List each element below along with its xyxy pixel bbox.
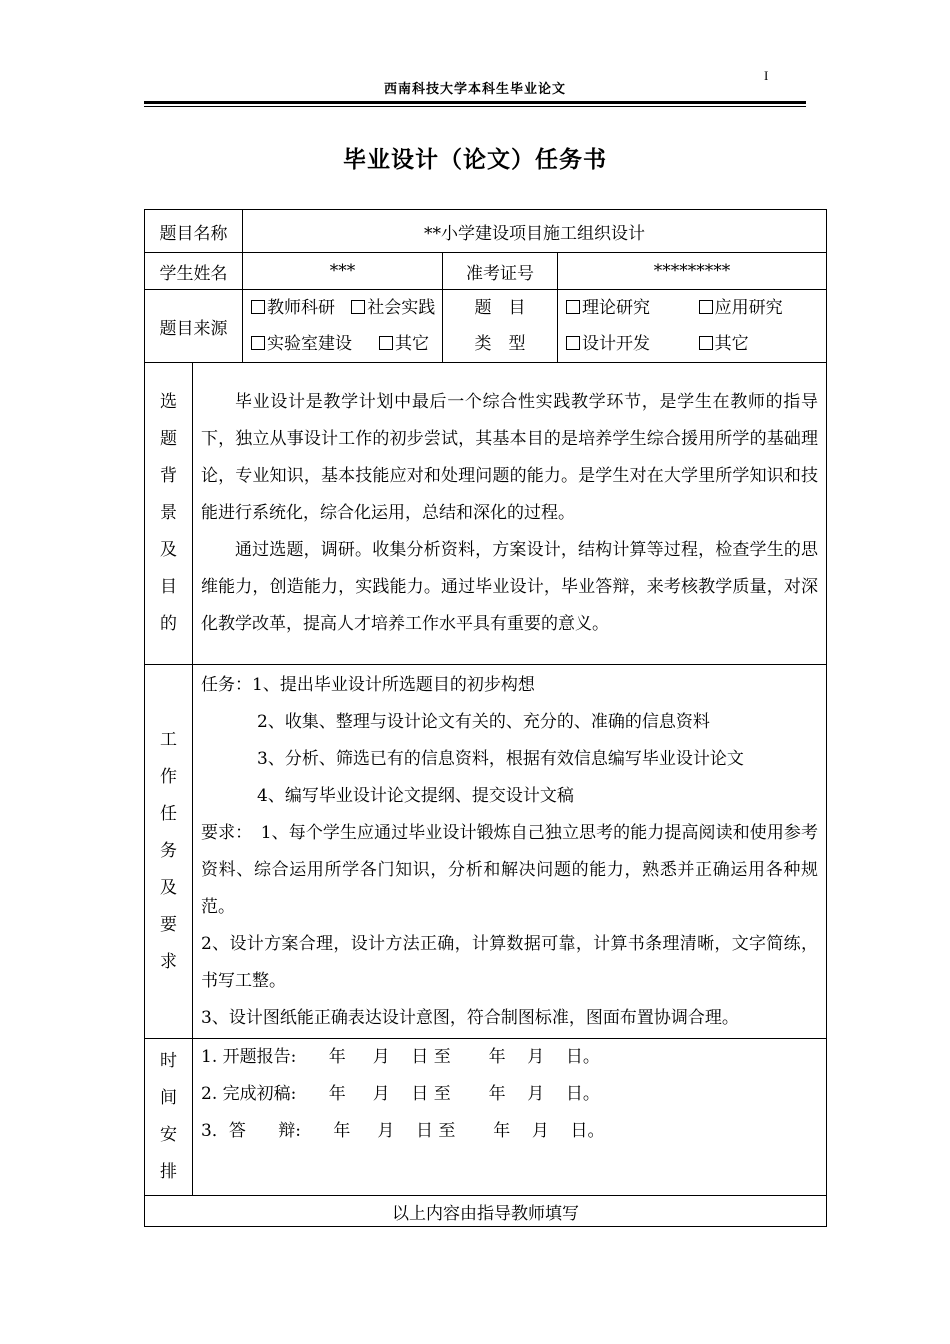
schedule-text	[193, 1039, 827, 1196]
type-options	[558, 290, 827, 363]
source-option-other[interactable]: 其它	[379, 334, 429, 354]
type-option-other[interactable]: 其它	[699, 334, 749, 354]
tasks-text	[193, 665, 827, 1039]
source-label: 题目来源	[145, 290, 243, 363]
row-tasks	[145, 665, 827, 1039]
running-header: 西南科技大学本科生毕业论文	[383, 82, 566, 97]
checkbox-icon	[699, 300, 713, 314]
checkbox-icon	[251, 300, 265, 314]
row-student	[145, 253, 827, 290]
source-options	[243, 290, 443, 363]
background-text	[193, 363, 827, 665]
header-rule-thin	[144, 106, 806, 107]
header-rule-thick	[144, 101, 806, 104]
checkbox-icon	[699, 336, 713, 350]
row-background	[145, 363, 827, 665]
task-line-4: 4、编写毕业设计论文提纲、提交设计文稿	[257, 785, 574, 806]
row-footer	[145, 1196, 827, 1227]
task-line-1: 任务：1、提出毕业设计所选题目的初步构想	[201, 674, 535, 695]
schedule-line-1: 1. 开题报告: 年 月 日 至 年 月 日。	[201, 1047, 600, 1067]
background-label: 选 题 背 景 及 目 的	[145, 363, 193, 665]
tasks-label: 工 作 任 务 及 要 求	[145, 665, 193, 1039]
schedule-line-3: 3．答 辩: 年 月 日 至 年 月 日。	[201, 1121, 605, 1141]
row-schedule	[145, 1039, 827, 1196]
schedule-line-2: 2. 完成初稿: 年 月 日 至 年 月 日。	[201, 1084, 600, 1104]
task-line-3: 3、分析、筛选已有的信息资料，根据有效信息编写毕业设计论文	[257, 748, 744, 769]
type-option-theory[interactable]: 理论研究	[566, 298, 650, 318]
student-value: ***	[243, 253, 443, 290]
type-option-applied[interactable]: 应用研究	[699, 298, 783, 318]
checkbox-icon	[379, 336, 393, 350]
exam-id-label: 准考证号	[443, 253, 558, 290]
checkbox-icon	[351, 300, 365, 314]
requirement-2: 2、设计方案合理，设计方法正确，计算数据可靠，计算书条理清晰，文字简练，书写工整。	[201, 933, 818, 991]
student-label: 学生姓名	[145, 253, 243, 290]
schedule-label: 时 间 安 排	[145, 1039, 193, 1196]
task-line-2: 2、收集、整理与设计论文有关的、充分的、准确的信息资料	[257, 711, 710, 732]
exam-id-value: *********	[558, 253, 827, 290]
checkbox-icon	[251, 336, 265, 350]
requirement-3: 3、设计图纸能正确表达设计意图，符合制图标准，图面布置协调合理。	[201, 1007, 739, 1028]
requirement-1: 要求： 1、每个学生应通过毕业设计锻炼自己独立思考的能力提高阅读和使用参考资料、综合运用所学各门知识，分析和解决问题的能力，熟悉并正确运用各种规范。	[201, 822, 818, 917]
checkbox-icon	[566, 336, 580, 350]
topic-value: **小学建设项目施工组织设计	[243, 210, 827, 253]
source-option-practice[interactable]: 社会实践	[351, 298, 435, 318]
type-label: 题 目 类 型	[443, 290, 558, 363]
document-title: 毕业设计（论文）任务书	[343, 147, 607, 173]
footer-note: 以上内容由指导教师填写	[145, 1196, 827, 1227]
background-paragraph-2: 通过选题，调研。收集分析资料，方案设计，结构计算等过程，检查学生的思维能力，创造能力，实践能力。通过毕业设计，毕业答辩，来考核教学质量，对深化教学改革，提高人才培养工作水平具有重要的意义。	[201, 540, 818, 634]
source-option-lab[interactable]: 实验室建设	[251, 334, 352, 354]
row-topic	[145, 210, 827, 253]
page-number: I	[764, 68, 769, 83]
row-source-type	[145, 290, 827, 363]
type-option-design[interactable]: 设计开发	[566, 334, 650, 354]
background-paragraph-1: 毕业设计是教学计划中最后一个综合性实践教学环节，是学生在教师的指导下，独立从事设计工作的初步尝试，其基本目的是培养学生综合援用所学的基础理论，专业知识，基本技能应对和处理问题的能力。是学生对在大学里所学知识和技能进行系统化，综合化运用，总结和深化的过程。	[201, 392, 818, 523]
topic-label: 题目名称	[145, 210, 243, 253]
source-option-research[interactable]: 教师科研	[251, 298, 335, 318]
checkbox-icon	[566, 300, 580, 314]
task-table	[144, 209, 827, 1227]
